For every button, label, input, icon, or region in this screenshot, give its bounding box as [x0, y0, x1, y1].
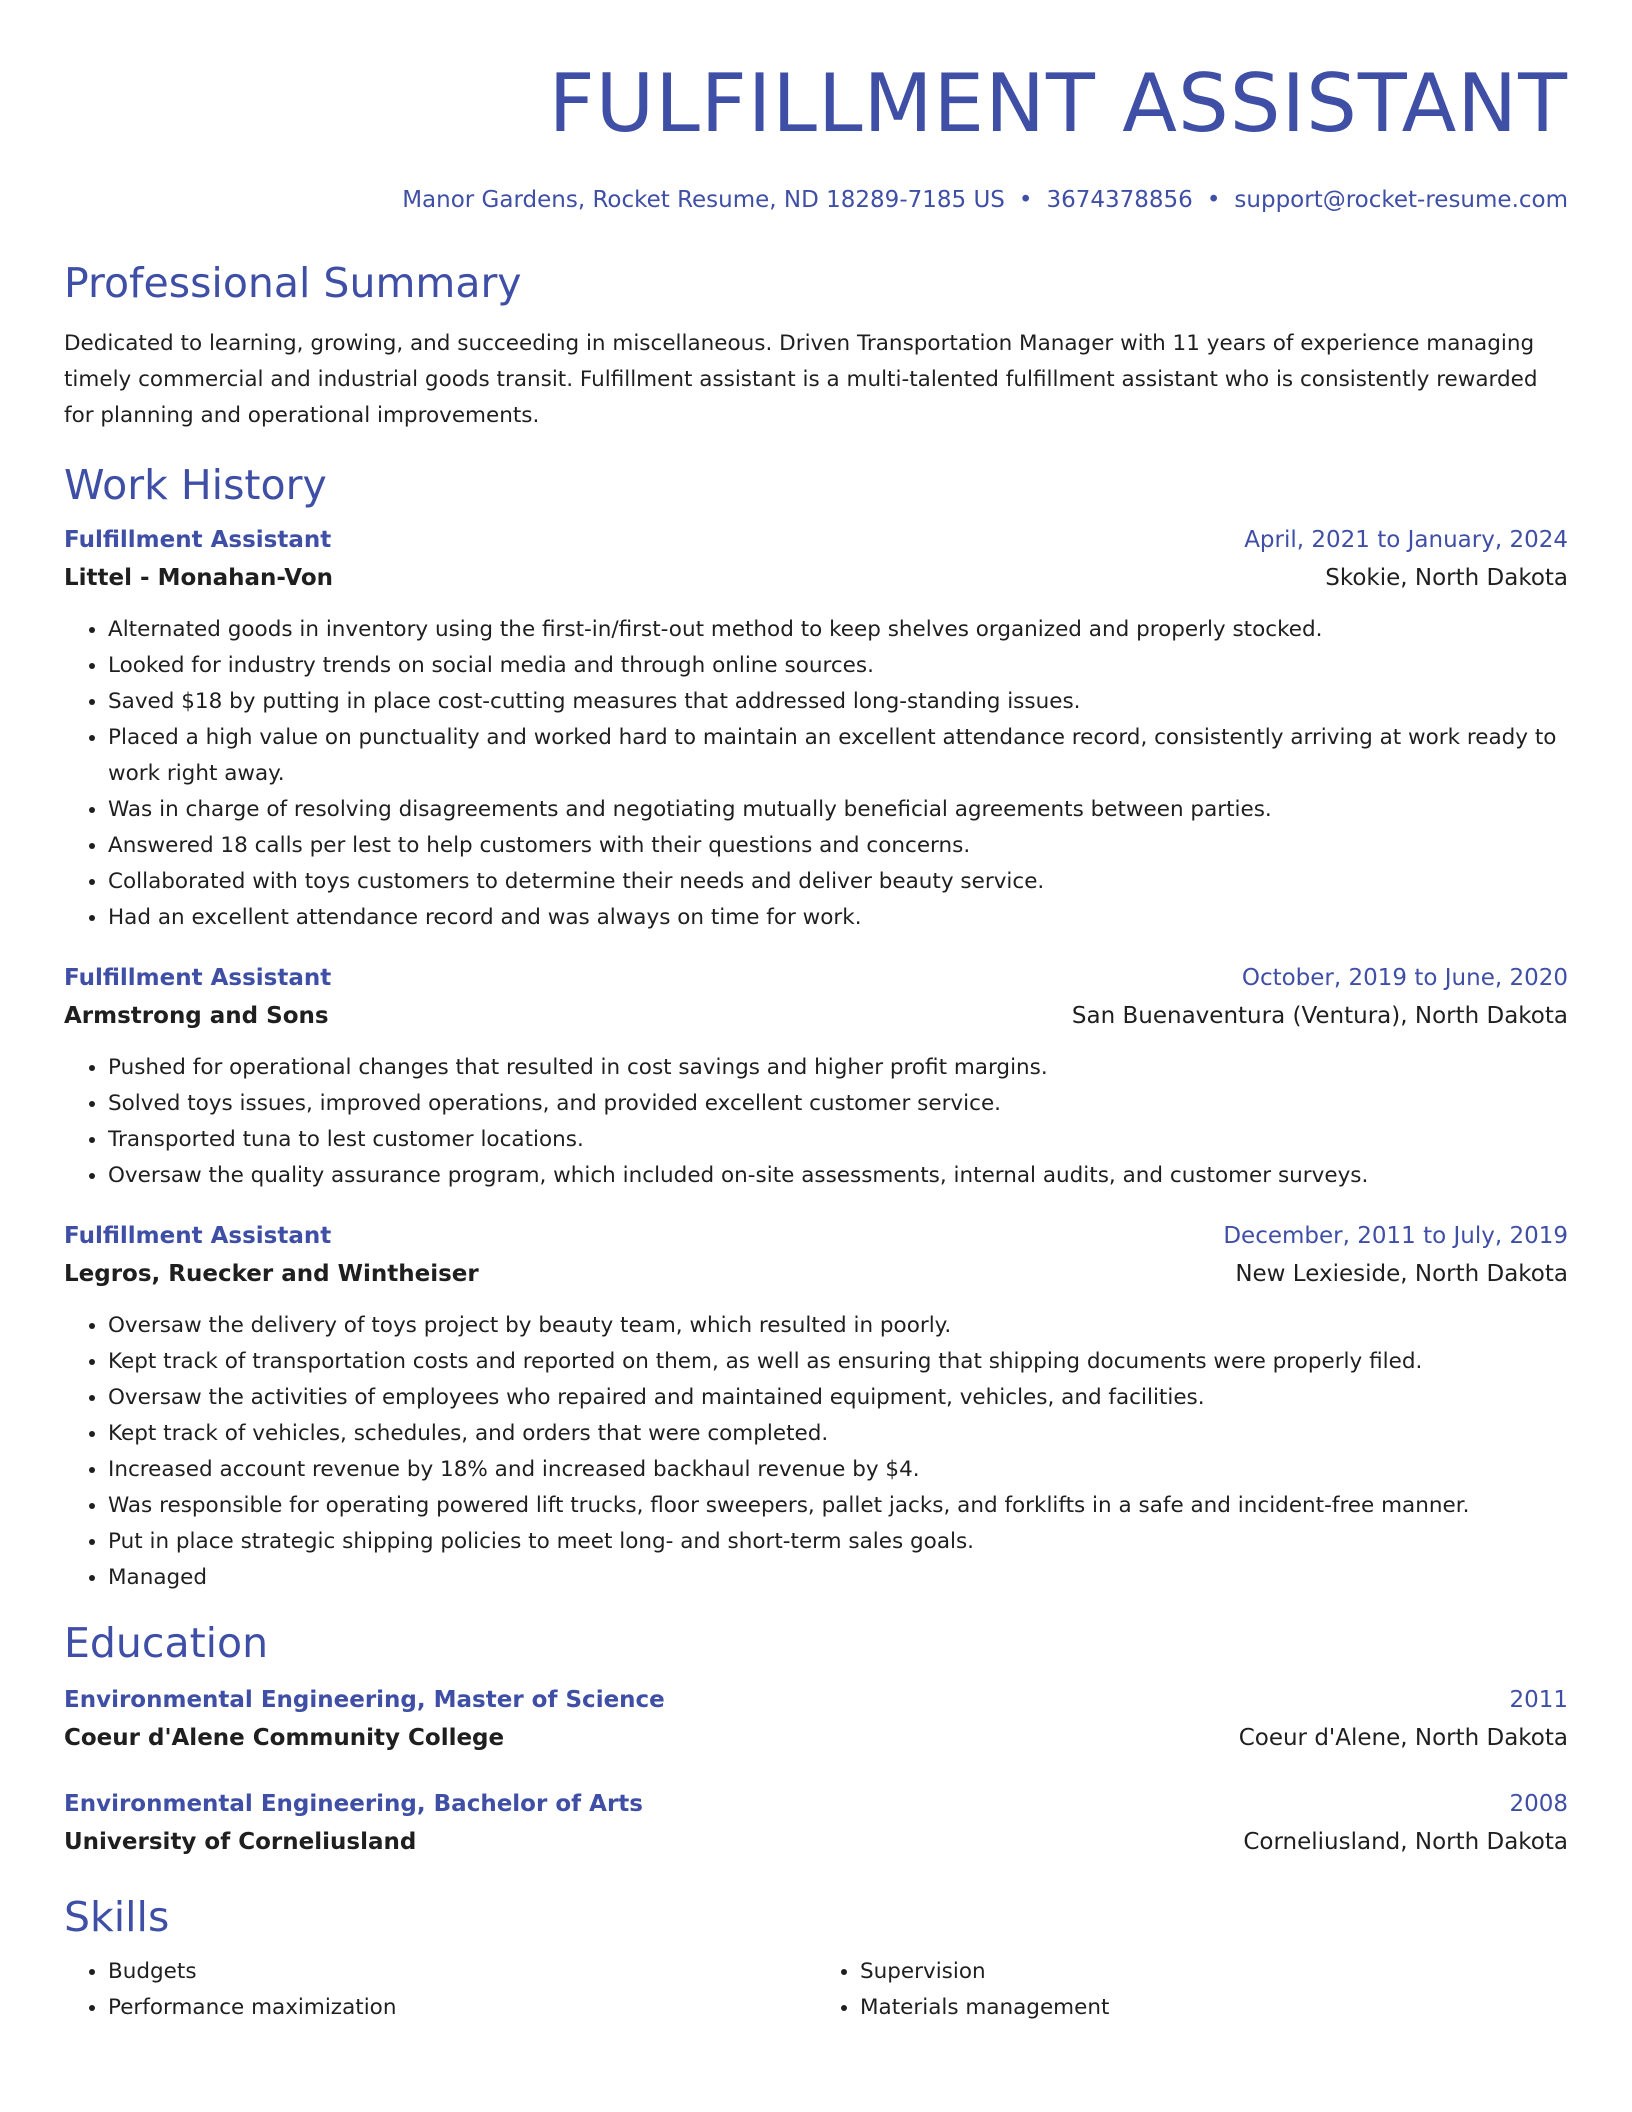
contact-address: Manor Gardens, Rocket Resume, ND 18289-7185 US — [402, 187, 1005, 213]
education-degree: Environmental Engineering, Bachelor of Arts — [64, 1791, 643, 1817]
contact-separator: • — [1018, 187, 1033, 213]
job-employer: Armstrong and Sons — [64, 1003, 329, 1029]
education-degree: Environmental Engineering, Master of Science — [64, 1687, 665, 1713]
education-entry — [64, 1786, 1568, 1862]
job-employer: Littel - Monahan-Von — [64, 565, 334, 591]
contact-email: support@rocket-resume.com — [1234, 187, 1568, 213]
job-bullet: • Alternated goods in inventory using the first-in/first-out method to keep shelves organized and properly stocked. — [108, 612, 1568, 648]
job-bullet: • Saved $18 by putting in place cost-cutting measures that addressed long-standing issues. — [108, 684, 1568, 720]
job-employer-row — [64, 1254, 1568, 1294]
skills-list-left — [64, 1954, 816, 2026]
education-year: 2008 — [1509, 1791, 1568, 1817]
skill-item: • Materials management — [860, 1990, 1568, 2026]
skills-columns — [64, 1942, 1568, 2026]
job-entry — [64, 960, 1568, 1194]
skill-item: • Performance maximization — [108, 1990, 816, 2026]
contact-line — [64, 184, 1568, 216]
job-bullets — [64, 612, 1568, 936]
education-section — [64, 1618, 1568, 1862]
contact-phone: 3674378856 — [1046, 187, 1193, 213]
summary-text: Dedicated to learning, growing, and succeeding in miscellaneous. Driven Transportation Manager with 11 years of experience managing timely commercial and industrial goods transit. Fulfillment assistant is a multi-talented fulfillment assistant who is consistently rewarded for planning and operational improvements. — [64, 331, 1538, 428]
contact-separator: • — [1206, 187, 1221, 213]
job-bullet: • Solved toys issues, improved operations, and provided excellent customer service. — [108, 1086, 1568, 1122]
job-bullet: • Transported tuna to lest customer locations. — [108, 1122, 1568, 1158]
job-header-row — [64, 960, 1568, 996]
job-title: Fulfillment Assistant — [64, 965, 332, 991]
work-history-section — [64, 460, 1568, 1596]
job-dates: December, 2011 to July, 2019 — [1223, 1223, 1568, 1249]
job-bullet: • Oversaw the quality assurance program, which included on-site assessments, internal audits, and customer surveys. — [108, 1158, 1568, 1194]
job-bullet: • Increased account revenue by 18% and increased backhaul revenue by $4. — [108, 1452, 1568, 1488]
summary-section — [64, 258, 1568, 434]
education-location: Coeur d'Alene, North Dakota — [1238, 1725, 1568, 1751]
job-bullets — [64, 1308, 1568, 1596]
job-location: San Buenaventura (Ventura), North Dakota — [1071, 1003, 1568, 1029]
job-dates: October, 2019 to June, 2020 — [1241, 965, 1568, 991]
education-school: University of Corneliusland — [64, 1829, 417, 1855]
education-heading: Education — [64, 1619, 269, 1667]
summary-heading: Professional Summary — [64, 259, 522, 307]
resume-title: FULFILLMENT ASSISTANT — [548, 57, 1568, 150]
education-school-row — [64, 1718, 1568, 1758]
job-employer: Legros, Ruecker and Wintheiser — [64, 1261, 479, 1287]
job-employer-row — [64, 996, 1568, 1036]
job-bullet: • Answered 18 calls per lest to help customers with their questions and concerns. — [108, 828, 1568, 864]
job-bullet: • Looked for industry trends on social media and through online sources. — [108, 648, 1568, 684]
education-header-row — [64, 1682, 1568, 1718]
job-bullet: • Kept track of vehicles, schedules, and orders that were completed. — [108, 1416, 1568, 1452]
education-school-row — [64, 1822, 1568, 1862]
job-bullet: • Oversaw the delivery of toys project by beauty team, which resulted in poorly. — [108, 1308, 1568, 1344]
education-entry — [64, 1682, 1568, 1758]
job-title: Fulfillment Assistant — [64, 527, 332, 553]
job-dates: April, 2021 to January, 2024 — [1244, 527, 1568, 553]
job-bullet: • Oversaw the activities of employees who repaired and maintained equipment, vehicles, and facilities. — [108, 1380, 1568, 1416]
job-header-row — [64, 522, 1568, 558]
skills-list-right — [816, 1954, 1568, 2026]
skills-section — [64, 1892, 1568, 2026]
skill-item: • Budgets — [108, 1954, 816, 1990]
work-history-heading: Work History — [64, 461, 327, 509]
job-header-row — [64, 1218, 1568, 1254]
job-location: New Lexieside, North Dakota — [1235, 1261, 1568, 1287]
job-bullet: • Put in place strategic shipping policies to meet long- and short-term sales goals. — [108, 1524, 1568, 1560]
job-entry — [64, 1218, 1568, 1596]
education-location: Corneliusland, North Dakota — [1243, 1829, 1568, 1855]
education-header-row — [64, 1786, 1568, 1822]
job-title: Fulfillment Assistant — [64, 1223, 332, 1249]
skills-heading: Skills — [64, 1893, 170, 1941]
job-bullet: • Collaborated with toys customers to determine their needs and deliver beauty service. — [108, 864, 1568, 900]
job-employer-row — [64, 558, 1568, 598]
job-bullet: • Pushed for operational changes that resulted in cost savings and higher profit margins. — [108, 1050, 1568, 1086]
job-bullet: • Was responsible for operating powered lift trucks, floor sweepers, pallet jacks, and forklifts in a safe and incident-free manner. — [108, 1488, 1568, 1524]
education-school: Coeur d'Alene Community College — [64, 1725, 505, 1751]
job-location: Skokie, North Dakota — [1325, 565, 1568, 591]
job-bullet: • Was in charge of resolving disagreements and negotiating mutually beneficial agreements between parties. — [108, 792, 1568, 828]
job-entry — [64, 522, 1568, 936]
job-bullet: • Placed a high value on punctuality and worked hard to maintain an excellent attendance record, consistently arriving at work ready to work right away. — [108, 720, 1568, 792]
job-bullet: • Kept track of transportation costs and reported on them, as well as ensuring that shipping documents were properly filed. — [108, 1344, 1568, 1380]
job-bullets — [64, 1050, 1568, 1194]
skill-item: • Supervision — [860, 1954, 1568, 1990]
job-bullet: • Managed — [108, 1560, 1568, 1596]
education-year: 2011 — [1509, 1687, 1568, 1713]
job-bullet: • Had an excellent attendance record and was always on time for work. — [108, 900, 1568, 936]
